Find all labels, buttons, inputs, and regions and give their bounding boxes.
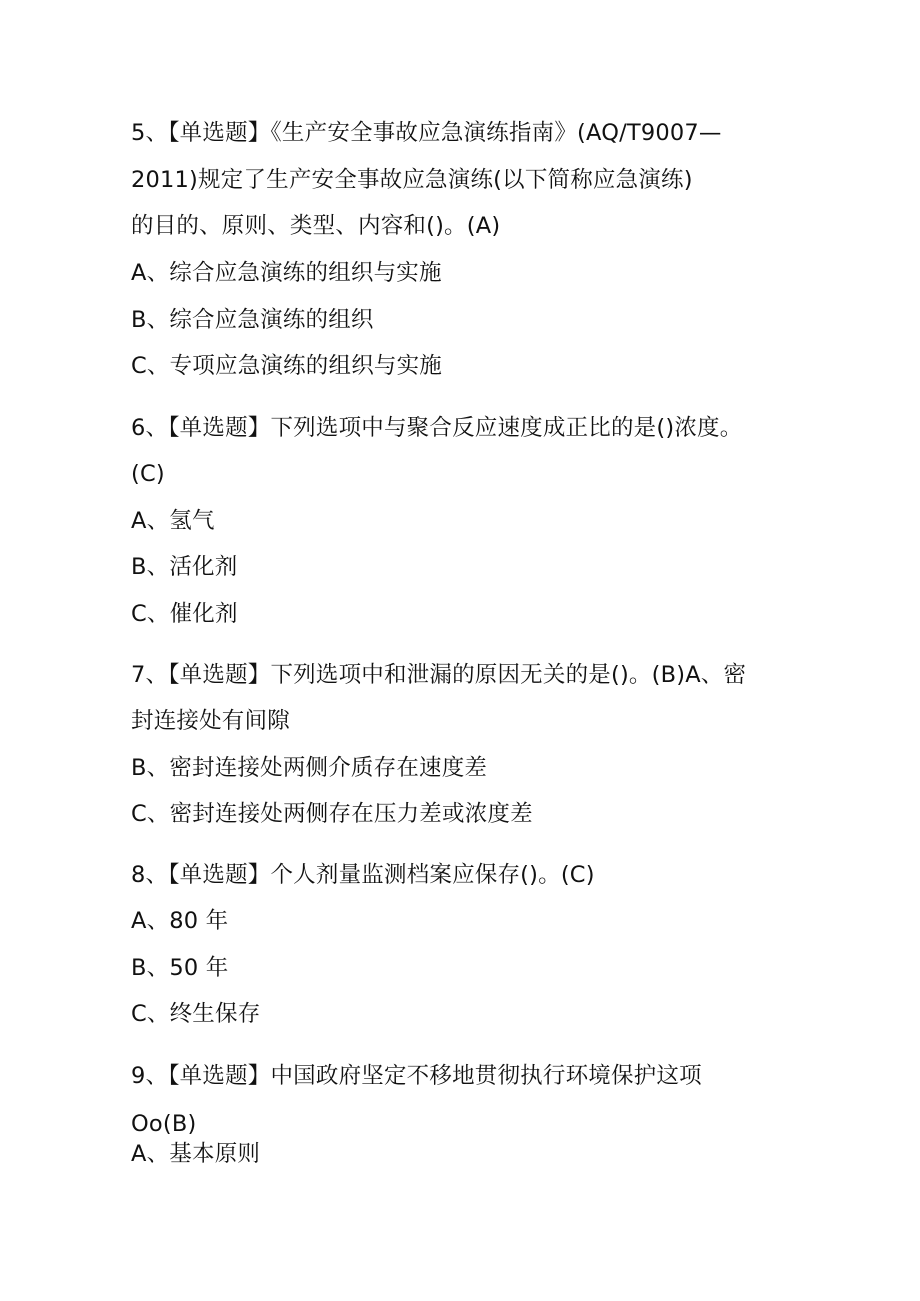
- question-7-line-2: 封连接处有间隙: [131, 708, 290, 734]
- question-7-option-c: C、密封连接处两侧存在压力差或浓度差: [131, 801, 533, 827]
- question-9-line-1: 9、【单选题】中国政府坚定不移地贯彻执行环境保护这项: [131, 1063, 702, 1089]
- question-9-option-a: A、基本原则: [131, 1141, 261, 1167]
- question-6-option-a: A、氢气: [131, 508, 215, 534]
- question-8-line-1: 8、【单选题】个人剂量监测档案应保存()。(C): [131, 862, 595, 888]
- question-8-option-c: C、终生保存: [131, 1001, 261, 1027]
- question-9-line-2: Oo(B): [131, 1111, 197, 1137]
- question-6-line-2: (C): [131, 461, 165, 487]
- question-7-option-b: B、密封连接处两侧介质存在速度差: [131, 755, 488, 781]
- question-5-option-c: C、专项应急演练的组织与实施: [131, 353, 443, 379]
- question-6-option-c: C、催化剂: [131, 601, 238, 627]
- question-5-line-2: 2011)规定了生产安全事故应急演练(以下简称应急演练): [131, 167, 693, 193]
- question-7-line-1: 7、【单选题】下列选项中和泄漏的原因无关的是()。(B)A、密: [131, 662, 747, 688]
- question-5-option-a: A、综合应急演练的组织与实施: [131, 260, 442, 286]
- question-8-option-a: A、80 年: [131, 908, 229, 934]
- question-6-option-b: B、活化剂: [131, 554, 238, 580]
- question-5-option-b: B、综合应急演练的组织: [131, 307, 374, 333]
- question-5-line-3: 的目的、原则、类型、内容和()。(A): [131, 213, 501, 239]
- question-5-line-1: 5、【单选题】《生产安全事故应急演练指南》(AQ/T9007—: [131, 120, 722, 146]
- question-8-option-b: B、50 年: [131, 955, 229, 981]
- question-6-line-1: 6、【单选题】下列选项中与聚合反应速度成正比的是()浓度。: [131, 415, 743, 441]
